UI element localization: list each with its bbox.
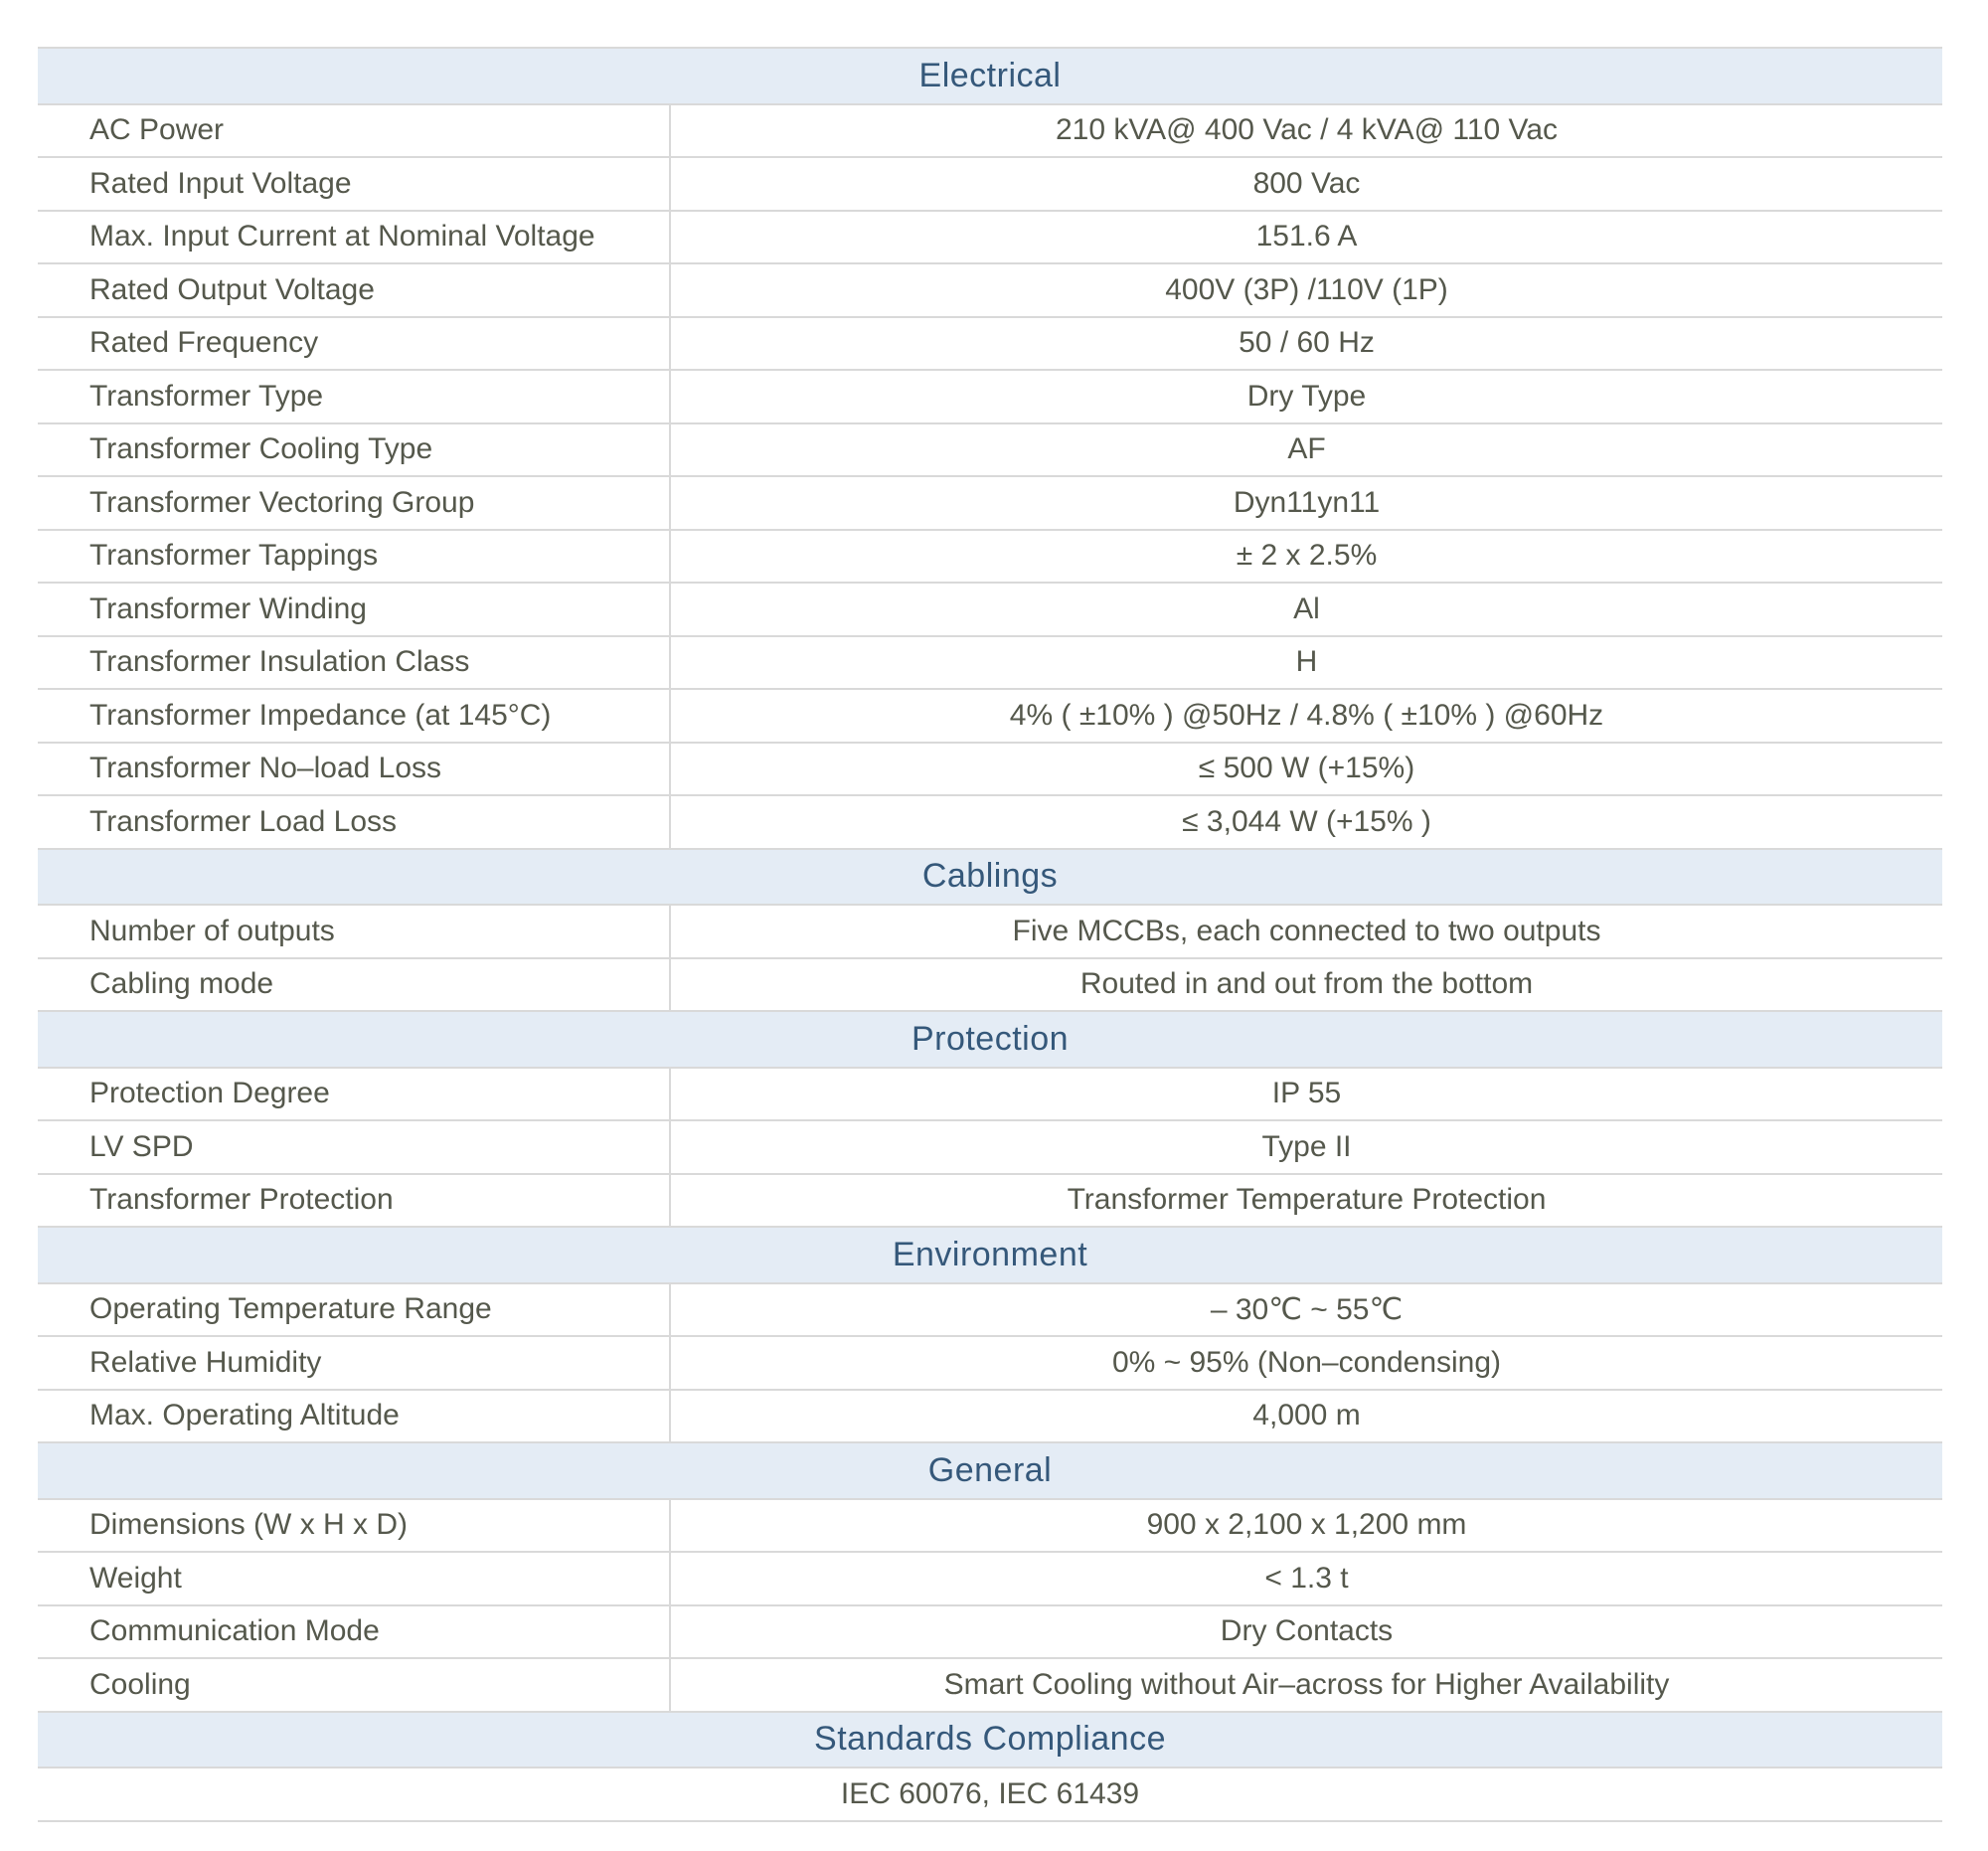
spec-value: Al xyxy=(1293,591,1320,625)
section-header-protection: Protection xyxy=(38,1012,1942,1069)
spec-label: Transformer Load Loss xyxy=(38,796,671,848)
spec-row-transformer-protection xyxy=(38,1175,1942,1229)
spec-value: H xyxy=(1295,645,1318,679)
spec-label: Max. Operating Altitude xyxy=(38,1391,671,1442)
spec-label: Rated Input Voltage xyxy=(38,158,671,210)
spec-label: Transformer Impedance (at 145°C) xyxy=(38,690,671,742)
spec-label: Transformer Protection xyxy=(38,1175,671,1227)
spec-label: Relative Humidity xyxy=(38,1337,671,1389)
spec-label: Rated Frequency xyxy=(38,318,671,370)
spec-label: Dimensions (W x H x D) xyxy=(38,1500,671,1552)
spec-row-transformer-winding xyxy=(38,584,1942,637)
spec-row-max-operating-altitude xyxy=(38,1391,1942,1444)
spec-label: LV SPD xyxy=(38,1121,671,1173)
spec-value: ± 2 x 2.5% xyxy=(1236,539,1378,573)
section-header-electrical: Electrical xyxy=(38,49,1942,105)
spec-value: 4% ( ±10% ) @50Hz / 4.8% ( ±10% ) @60Hz xyxy=(1009,698,1604,732)
section-header-general: General xyxy=(38,1443,1942,1500)
section-header-environment: Environment xyxy=(38,1228,1942,1284)
spec-row-transformer-insulation-class xyxy=(38,637,1942,691)
spec-label: Max. Input Current at Nominal Voltage xyxy=(38,212,671,263)
spec-value: Routed in and out from the bottom xyxy=(1079,967,1534,1001)
spec-row-operating-temperature-range xyxy=(38,1284,1942,1338)
spec-value: 50 / 60 Hz xyxy=(1239,326,1375,360)
spec-row-protection-degree xyxy=(38,1069,1942,1122)
spec-label: Transformer Type xyxy=(38,371,671,422)
spec-value: IEC 60076, IEC 61439 xyxy=(840,1776,1140,1810)
spec-row-transformer-no-load-loss xyxy=(38,744,1942,797)
section-header-cablings: Cablings xyxy=(38,850,1942,907)
spec-value: 4,000 m xyxy=(1252,1399,1361,1432)
spec-value: Transformer Temperature Protection xyxy=(1067,1183,1547,1217)
spec-row-rated-input-voltage xyxy=(38,158,1942,212)
spec-label: Operating Temperature Range xyxy=(38,1284,671,1336)
spec-row-dimensions-w-x-h-x-d xyxy=(38,1500,1942,1554)
spec-row-transformer-cooling-type xyxy=(38,424,1942,478)
spec-label: Rated Output Voltage xyxy=(38,264,671,316)
spec-label: AC Power xyxy=(38,105,671,157)
spec-row-transformer-type xyxy=(38,371,1942,424)
spec-value: Dyn11yn11 xyxy=(1233,485,1381,519)
spec-value: ≤ 3,044 W (+15% ) xyxy=(1182,804,1431,838)
spec-value: Smart Cooling without Air–across for Higher Availability xyxy=(943,1667,1670,1701)
spec-row-communication-mode xyxy=(38,1606,1942,1660)
spec-value: Dry Contacts xyxy=(1220,1614,1394,1648)
spec-row-number-of-outputs xyxy=(38,906,1942,959)
spec-value: 900 x 2,100 x 1,200 mm xyxy=(1146,1508,1467,1542)
spec-table xyxy=(38,47,1942,1822)
spec-row-transformer-impedance-at-145-c xyxy=(38,690,1942,744)
spec-value: 151.6 A xyxy=(1255,220,1358,253)
spec-value: 0% ~ 95% (Non–condensing) xyxy=(1111,1345,1502,1379)
section-header-standards-compliance: Standards Compliance xyxy=(38,1713,1942,1769)
spec-label: Transformer No–load Loss xyxy=(38,744,671,795)
spec-value: 210 kVA@ 400 Vac / 4 kVA@ 110 Vac xyxy=(1055,113,1559,147)
spec-label: Weight xyxy=(38,1553,671,1604)
spec-value: IP 55 xyxy=(1271,1077,1342,1110)
spec-row-cooling xyxy=(38,1659,1942,1713)
spec-row-ac-power xyxy=(38,105,1942,159)
spec-row-rated-frequency xyxy=(38,318,1942,372)
spec-label: Protection Degree xyxy=(38,1069,671,1120)
spec-row-standards-compliance-value xyxy=(38,1768,1942,1822)
spec-value: 800 Vac xyxy=(1252,166,1361,200)
spec-label: Transformer Vectoring Group xyxy=(38,477,671,529)
spec-row-max-input-current-at-nominal-voltage xyxy=(38,212,1942,265)
spec-value: 400V (3P) /110V (1P) xyxy=(1165,272,1448,306)
spec-row-weight xyxy=(38,1553,1942,1606)
spec-row-transformer-tappings xyxy=(38,531,1942,585)
spec-value: Dry Type xyxy=(1246,379,1367,413)
spec-label: Cooling xyxy=(38,1659,671,1711)
spec-value: AF xyxy=(1287,432,1326,466)
spec-row-transformer-load-loss xyxy=(38,796,1942,850)
spec-row-lv-spd xyxy=(38,1121,1942,1175)
spec-value: Five MCCBs, each connected to two outputs xyxy=(1012,914,1601,947)
spec-label: Cabling mode xyxy=(38,959,671,1011)
spec-label: Transformer Winding xyxy=(38,584,671,635)
spec-value: < 1.3 t xyxy=(1264,1561,1349,1595)
spec-label: Number of outputs xyxy=(38,906,671,957)
spec-value: ≤ 500 W (+15%) xyxy=(1198,752,1415,785)
spec-label: Transformer Insulation Class xyxy=(38,637,671,689)
spec-row-cabling-mode xyxy=(38,959,1942,1013)
spec-row-transformer-vectoring-group xyxy=(38,477,1942,531)
spec-value: – 30℃ ~ 55℃ xyxy=(1210,1292,1404,1326)
spec-row-rated-output-voltage xyxy=(38,264,1942,318)
spec-label: Communication Mode xyxy=(38,1606,671,1658)
spec-row-relative-humidity xyxy=(38,1337,1942,1391)
spec-value: Type II xyxy=(1261,1129,1352,1163)
spec-label: Transformer Tappings xyxy=(38,531,671,583)
spec-label: Transformer Cooling Type xyxy=(38,424,671,476)
